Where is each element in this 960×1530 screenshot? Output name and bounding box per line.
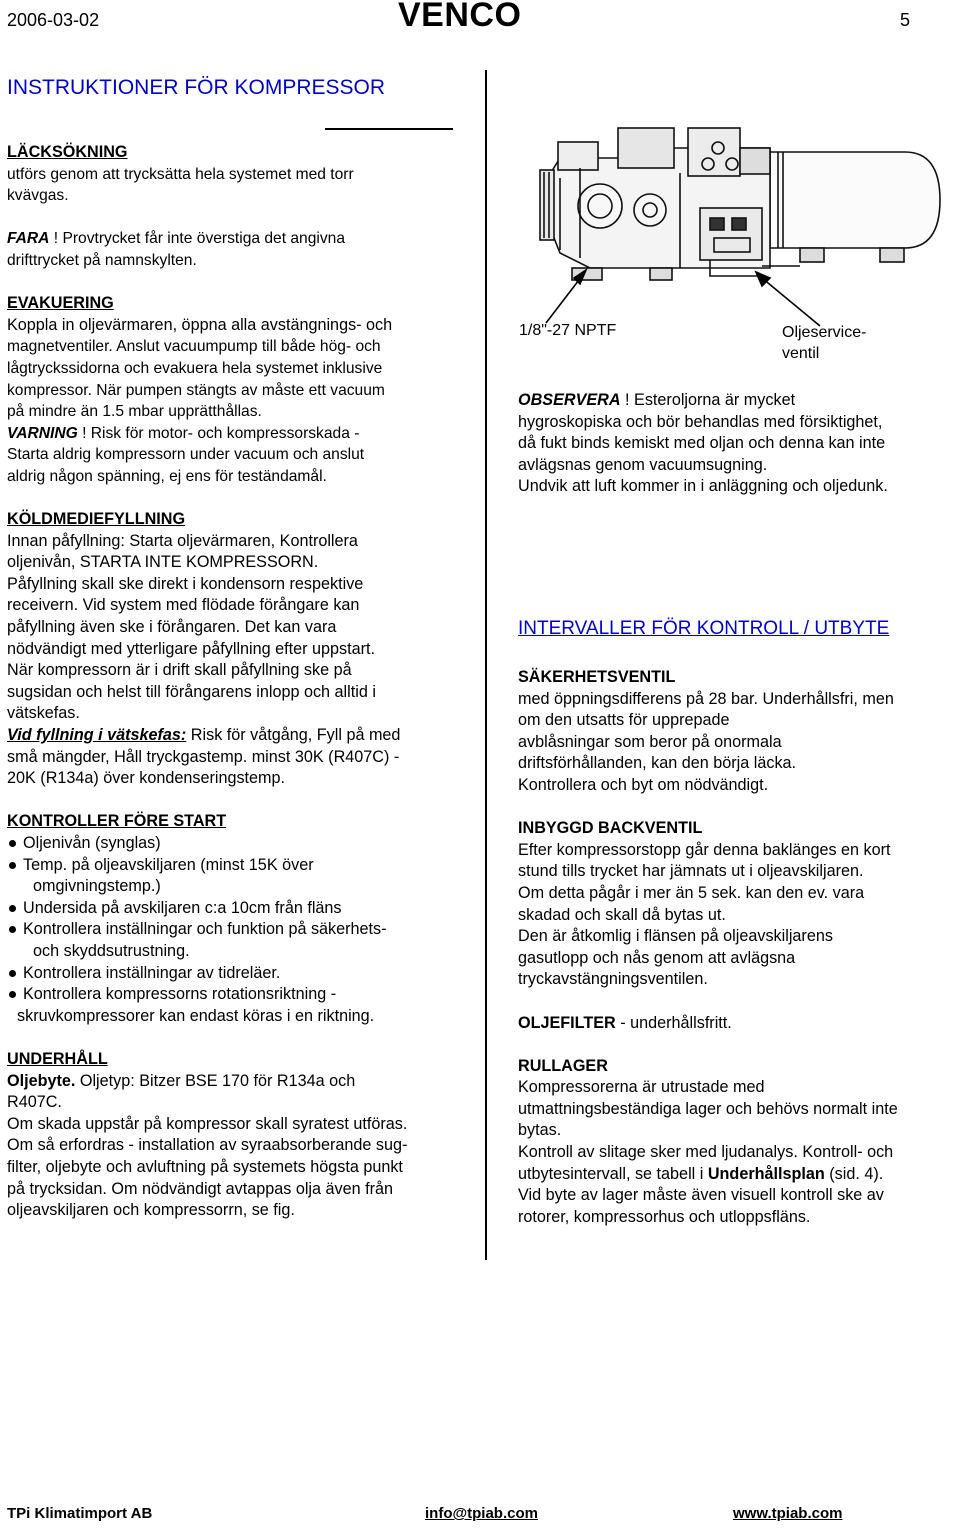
vid-line-2: små mängder, Håll tryckgastemp. minst 30K (R407C) - [7, 747, 400, 766]
sak-line-3: avblåsningar som beror på onormala [518, 732, 782, 751]
kold-line-9: vätskefas. [7, 704, 80, 723]
section-title-evakuering: EVAKUERING [7, 294, 114, 313]
back-line-3: Om detta pågår i mer än 5 sek. kan den ev. vara [518, 883, 865, 902]
rull-line-7: rotorer, kompressorhus och utloppsfläns. [518, 1207, 811, 1226]
vid-line-3: 20K (R134a) över kondenseringstemp. [7, 769, 286, 788]
evak-line-4: kompressor. När pumpen stängts av måste ett vacuum [7, 381, 385, 399]
obs-line-2: hygroskopiska och bör behandlas med försiktighet, [518, 412, 883, 431]
varning-line-2: Starta aldrig kompressorn under vacuum och anslut [7, 446, 365, 464]
under-line-5: filter, oljebyte och avluftning på systemets högsta punkt [7, 1157, 403, 1176]
page-title: INSTRUKTIONER FÖR KOMPRESSOR [7, 76, 386, 99]
section-title-lacksokning: LÄCKSÖKNING [7, 143, 128, 161]
list-item: Kontrollera inställningar och funktion på säkerhets- och skyddsutrustning. [7, 919, 477, 962]
oljefilter-line: OLJEFILTER - underhållsfritt. [518, 1013, 732, 1032]
observera-label: OBSERVERA [518, 391, 621, 409]
section-title-backventil: INBYGGD BACKVENTIL [518, 819, 703, 838]
title-rule [325, 128, 453, 130]
varning-line-3: aldrig någon spänning, ej ens för teständamål. [7, 467, 327, 485]
back-line-6: gasutlopp och nås genom att avlägsna [518, 948, 796, 967]
under-line-4: Om så erfordras - installation av syraabsorberande sug- [7, 1136, 408, 1155]
oljebyte-line-1: Oljebyte. Oljetyp: Bitzer BSE 170 för R134a och [7, 1071, 356, 1090]
fara-label: FARA [7, 230, 50, 248]
vid-label: Vid fyllning i vätskefas: [7, 726, 187, 745]
under-line-3: Om skada uppstår på kompressor skall syratest utföras. [7, 1114, 408, 1133]
rull-line-2: utmattningsbeständiga lager och behövs normalt inte [518, 1099, 898, 1118]
rull-line-3: bytas. [518, 1121, 562, 1140]
fara-line-2: drifttrycket på namnskylten. [7, 251, 197, 269]
back-line-2: stund tills trycket har jämnats ut i oljeavskiljaren. [518, 862, 864, 881]
oljefilter-label: OLJEFILTER [518, 1013, 616, 1032]
list-item: Temp. på oljeavskiljaren (minst 15K över omgivningstemp.) [7, 855, 477, 898]
evak-line-3: lågtryckssidorna och evakuera hela systemet inklusive [7, 359, 383, 377]
intervaller-title: INTERVALLER FÖR KONTROLL / UTBYTE [518, 618, 890, 639]
under-line-6: på trycksidan. Om nödvändigt avtappas olja även från [7, 1179, 394, 1198]
header-date: 2006-03-02 [7, 10, 100, 30]
kontroll-list [7, 833, 477, 1027]
section-title-kontroller: KONTROLLER FÖRE START [7, 812, 227, 831]
footer-web-link[interactable]: www.tpiab.com [733, 1505, 843, 1522]
underhallsplan-ref: Underhållsplan [707, 1164, 825, 1183]
header-brand: VENCO [398, 0, 522, 34]
obs-line-3: då fukt binds kemiskt med oljan och denna kan inte [518, 434, 886, 453]
evak-line-2: magnetventiler. Anslut vacuumpump till både hög- och [7, 338, 381, 356]
oljebyte-label: Oljebyte. [7, 1071, 76, 1090]
back-line-5: Den är åtkomlig i flänsen på oljeavskiljarens [518, 927, 833, 946]
section-title-koldmediefyllning: KÖLDMEDIEFYLLNING [7, 510, 186, 529]
evak-line-1: Koppla in oljevärmaren, öppna alla avstängnings- och [7, 315, 393, 334]
left-column [7, 142, 477, 1222]
compressor-figure [500, 118, 950, 348]
evak-line-5: på mindre än 1.5 mbar upprätthållas. [7, 403, 262, 421]
kold-line-5: påfyllning även ske i förångaren. Det kan vara [7, 618, 337, 637]
rull-line-4: Kontroll av slitage sker med ljudanalys. Kontroll- och [518, 1143, 894, 1162]
back-line-1: Efter kompressorstopp går denna baklänges en kort [518, 840, 891, 859]
fara-line-1: FARA ! Provtrycket får inte överstiga det angivna [7, 230, 346, 248]
lack-line-1: utförs genom att trycksätta hela systemet med torr [7, 165, 354, 183]
sak-line-4: driftsförhållanden, kan den börja läcka. [518, 754, 797, 773]
kold-line-3: Påfyllning skall ske direkt i kondensorn respektive [7, 574, 364, 593]
section-title-rullager: RULLAGER [518, 1056, 608, 1075]
obs-line-4: avlägsnas genom vacuumsugning. [518, 455, 768, 474]
varning-label: VARNING [7, 424, 78, 442]
kold-line-2: oljenivån, STARTA INTE KOMPRESSORN. [7, 553, 319, 572]
sak-line-2: om den utsatts för upprepade [518, 711, 730, 730]
label-nptf: 1/8"-27 NPTF [519, 322, 617, 339]
sak-line-5: Kontrollera och byt om nödvändigt. [518, 775, 769, 794]
back-line-7: tryckavstängningsventilen. [518, 970, 708, 989]
label-oljeserviceventil: Oljeservice- ventil [782, 324, 867, 362]
rull-line-5: utbytesintervall, se tabell i Underhållsplan (sid. 4). [518, 1164, 884, 1183]
section-title-underhall: UNDERHÅLL [7, 1049, 108, 1068]
under-line-7: oljeavskiljaren och kompressorrn, se fig. [7, 1201, 295, 1220]
right-column [518, 390, 958, 498]
footer-company: TPi Klimatimport AB [7, 1505, 153, 1522]
list-item: Kontrollera inställningar av tidreläer. [7, 963, 477, 985]
obs-line-1: OBSERVERA ! Esteroljorna är mycket [518, 391, 796, 409]
varning-line-1: VARNING ! Risk för motor- och kompressorskada - [7, 424, 360, 442]
footer-email-link[interactable]: info@tpiab.com [425, 1505, 538, 1522]
vid-line-1: Vid fyllning i vätskefas: Risk för våtgång, Fyll på med [7, 726, 401, 745]
list-item: Oljenivån (synglas) [7, 833, 477, 855]
page-number: 5 [900, 10, 911, 30]
obs-line-5: Undvik att luft kommer in i anläggning och oljedunk. [518, 477, 888, 496]
kold-line-8: sugsidan och helst till förångarens inlopp och alltid i [7, 682, 376, 701]
kold-line-6: nödvändigt med ytterligare påfyllning efter uppstart. [7, 639, 376, 658]
list-item: Kontrollera kompressorns rotationsriktning - skruvkompressorer kan endast köras i en riktning. [7, 984, 477, 1027]
under-line-2: R407C. [7, 1093, 62, 1112]
kold-line-7: När kompressorn är i drift skall påfyllning ske på [7, 661, 352, 680]
column-divider [485, 70, 487, 1260]
lack-line-2: kvävgas. [7, 187, 69, 205]
right-column-lower [518, 667, 958, 1228]
kold-line-1: Innan påfyllning: Starta oljevärmaren, Kontrollera [7, 531, 358, 550]
rull-line-1: Kompressorerna är utrustade med [518, 1078, 765, 1097]
section-title-sakerhetsventil: SÄKERHETSVENTIL [518, 668, 676, 686]
sak-line-1: med öppningsdifferens på 28 bar. Underhållsfri, men [518, 689, 894, 708]
list-item: Undersida på avskiljaren c:a 10cm från fläns [7, 898, 477, 920]
rull-line-6: Vid byte av lager måste även visuell kontroll ske av [518, 1186, 884, 1205]
back-line-4: skadad och skall då bytas ut. [518, 905, 726, 924]
kold-line-4: receivern. Vid system med flödade förångare kan [7, 596, 360, 615]
